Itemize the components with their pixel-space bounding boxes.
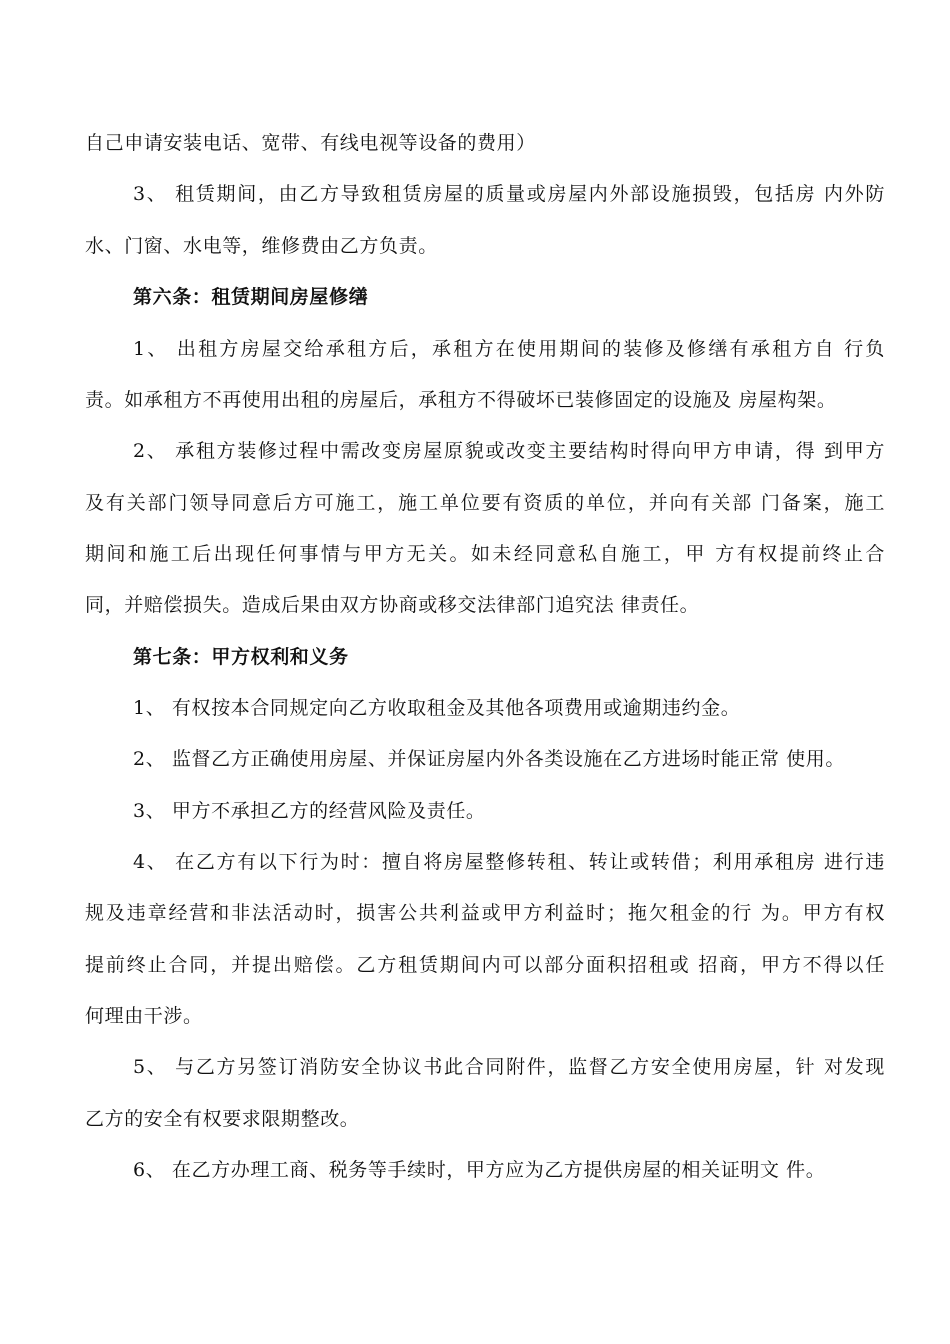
text-line: 乙方的安全有权要求限期整改。 (85, 1108, 360, 1130)
text-line: 1、 有权按本合同规定向乙方收取租金及其他各项费用或逾期违约金。 (133, 697, 741, 719)
text-line: 及有关部门领导同意后方可施工，施工单位要有资质的单位，并向有关部 门备案，施工 (85, 492, 885, 514)
text-line: 自己申请安装电话、宽带、有线电视等设备的费用） (85, 132, 536, 154)
text-line: 水、门窗、水电等，维修费由乙方负责。 (85, 235, 438, 257)
text-line: 3、 租赁期间，由乙方导致租赁房屋的质量或房屋内外部设施损毁，包括房 内外防 (133, 183, 885, 205)
section-heading: 第六条：租赁期间房屋修缮 (133, 286, 369, 308)
text-line: 4、 在乙方有以下行为时：擅自将房屋整修转租、转让或转借；利用承租房 进行违 (133, 851, 885, 873)
text-line: 6、 在乙方办理工商、税务等手续时，甲方应为乙方提供房屋的相关证明文 件。 (133, 1159, 826, 1181)
text-line: 期间和施工后出现任何事情与甲方无关。如未经同意私自施工，甲 方有权提前终止合 (85, 543, 885, 565)
text-line: 2、 监督乙方正确使用房屋、并保证房屋内外各类设施在乙方进场时能正常 使用。 (133, 748, 845, 770)
text-line: 责。如承租方不再使用出租的房屋后，承租方不得破坏已装修固定的设施及 房屋构架。 (85, 389, 837, 411)
text-line: 2、 承租方装修过程中需改变房屋原貌或改变主要结构时得向甲方申请，得 到甲方 (133, 440, 885, 462)
text-line: 5、 与乙方另签订消防安全协议书此合同附件，监督乙方安全使用房屋，针 对发现 (133, 1056, 885, 1078)
text-line: 规及违章经营和非法活动时，损害公共利益或甲方利益时；拖欠租金的行 为。甲方有权 (85, 902, 885, 924)
text-line: 何理由干涉。 (85, 1005, 203, 1027)
text-line: 提前终止合同，并提出赔偿。乙方租赁期间内可以部分面积招租或 招商，甲方不得以任 (85, 954, 885, 976)
text-line: 同，并赔偿损失。造成后果由双方协商或移交法律部门追究法 律责任。 (85, 594, 700, 616)
text-line: 1、 出租方房屋交给承租方后，承租方在使用期间的装修及修缮有承租方自 行负 (133, 338, 885, 360)
text-line: 3、 甲方不承担乙方的经营风险及责任。 (133, 800, 486, 822)
section-heading: 第七条：甲方权利和义务 (133, 646, 349, 668)
